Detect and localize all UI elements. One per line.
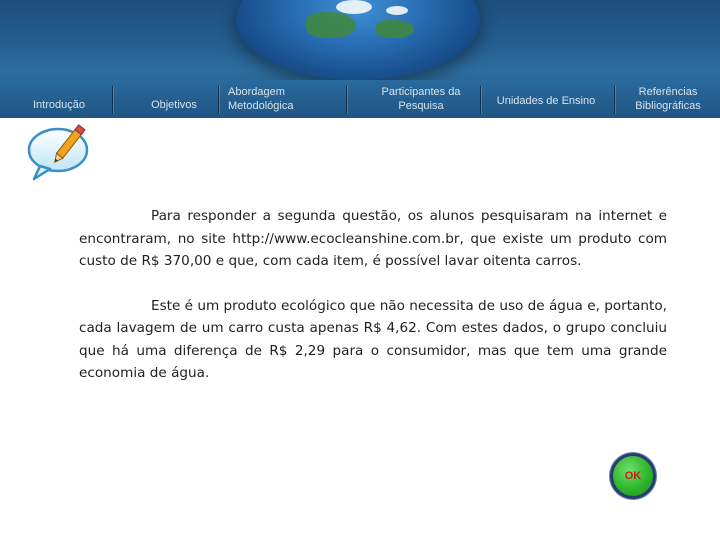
globe-cloud xyxy=(386,6,408,15)
nav-item-objetivos[interactable] xyxy=(136,86,212,118)
nav-item-participantes[interactable] xyxy=(366,80,476,118)
paragraph-first: Para responder a segunda questão, os alunos pesquisaram na internet e encontraram, no site http://www.ecocleanshine.com.br, que existe um produto com custo de R$ 370,00 e que, com cada item, é possível lavar oitenta carros. xyxy=(79,208,667,269)
nav-separator xyxy=(218,86,219,114)
nav-separator xyxy=(112,86,113,114)
nav-item-label: Participantes da Pesquisa xyxy=(381,86,461,112)
nav-separator xyxy=(614,86,615,114)
nav-separator xyxy=(480,86,481,114)
nav-item-introducao[interactable] xyxy=(18,86,100,118)
paragraph-second: Este é um produto ecológico que não necessita de uso de água e, portanto, cada lavagem de um carro custa apenas R$ 4,62. Com estes dados, o grupo concluiu que há uma diferença de R$ 2,29 para o consumidor, mas que tem uma grande economia de água. xyxy=(79,297,667,381)
nav-item-label: Unidades de Ensino xyxy=(496,95,596,107)
nav-item-abordagem[interactable] xyxy=(228,80,332,118)
globe-land xyxy=(306,12,356,38)
nav-bar xyxy=(0,80,720,118)
nav-item-label: Introdução xyxy=(33,99,85,111)
ok-button[interactable] xyxy=(610,453,656,499)
nav-item-unidades[interactable] xyxy=(484,82,608,118)
nav-item-label: Abordagem Metodológica xyxy=(228,86,294,112)
nav-item-label: Referências Bibliográficas xyxy=(635,86,701,112)
nav-item-label: Objetivos xyxy=(151,99,197,111)
globe-land xyxy=(376,20,414,38)
nav-separator xyxy=(346,86,347,114)
globe-cloud xyxy=(336,0,372,14)
ok-button-label: OK xyxy=(624,470,642,482)
nav-item-referencias[interactable] xyxy=(618,80,718,118)
speech-bubble-pencil-icon xyxy=(26,122,94,182)
content-area xyxy=(79,205,667,385)
header-banner xyxy=(0,0,720,118)
